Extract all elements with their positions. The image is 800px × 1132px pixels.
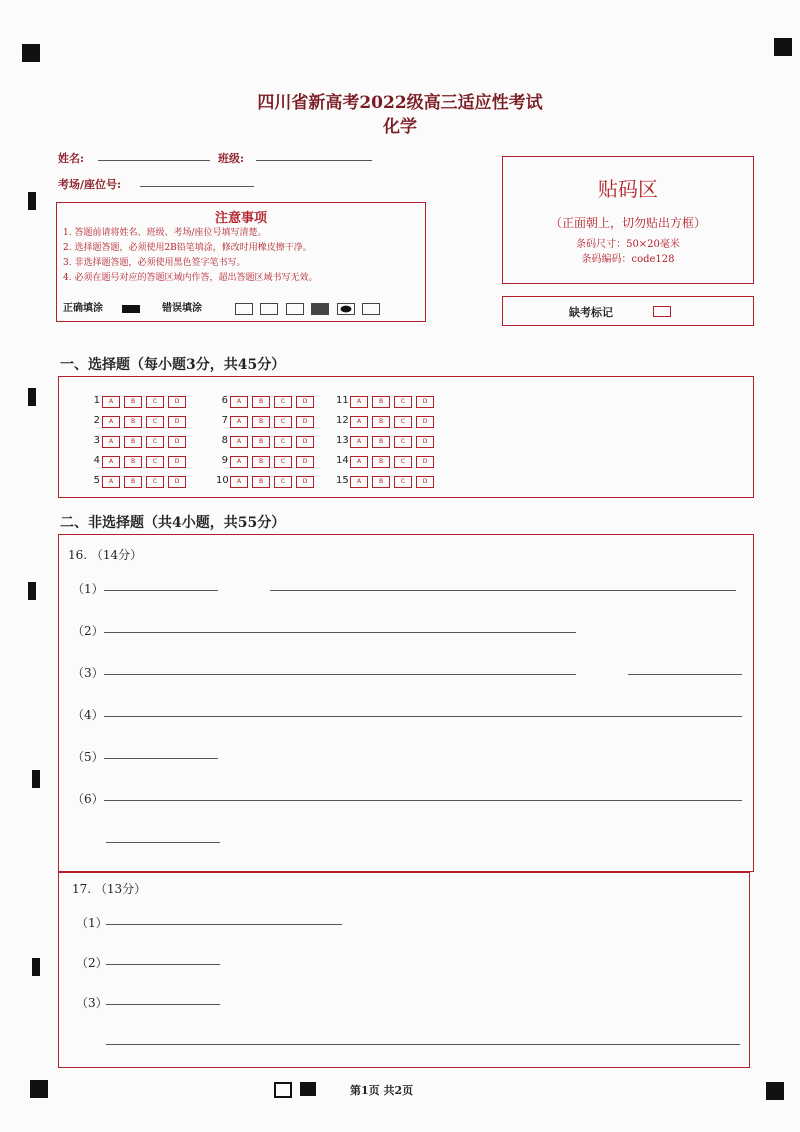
answer-bubble-b[interactable]: B: [372, 436, 390, 448]
choice-question-row: [216, 468, 318, 486]
registration-mark-top-right: [774, 38, 792, 56]
q16-header: 16. （14分）: [68, 548, 143, 562]
answer-bubble-d[interactable]: D: [296, 396, 314, 408]
q16-part-6-answer-b[interactable]: [106, 842, 220, 843]
page-indicator-filled: [300, 1082, 316, 1096]
question-number: 5: [93, 475, 100, 486]
answer-bubble-a[interactable]: A: [230, 476, 248, 488]
correct-fill-label: 正确填涂: [63, 303, 103, 314]
answer-bubble-b[interactable]: B: [252, 416, 270, 428]
question-number: 14: [336, 455, 349, 466]
answer-bubble-c[interactable]: C: [146, 476, 164, 488]
question-number: 10: [216, 475, 229, 486]
q16-part-6-answer-a[interactable]: [104, 800, 742, 801]
answer-bubble-b[interactable]: B: [372, 456, 390, 468]
answer-bubble-d[interactable]: D: [296, 476, 314, 488]
answer-bubble-a[interactable]: A: [350, 476, 368, 488]
answer-bubble-a[interactable]: A: [350, 436, 368, 448]
question-number: 1: [93, 395, 100, 406]
answer-bubble-b[interactable]: B: [124, 476, 142, 488]
answer-bubble-b[interactable]: B: [124, 456, 142, 468]
q17-part-3-answer-a[interactable]: [106, 1004, 220, 1005]
seat-field[interactable]: [140, 186, 254, 187]
question-number: 13: [336, 435, 349, 446]
question-number: 3: [93, 435, 100, 446]
wrong-fill-bar-icon: [311, 303, 329, 315]
question-number: 2: [93, 415, 100, 426]
answer-bubble-d[interactable]: D: [296, 416, 314, 428]
absent-checkbox[interactable]: [653, 306, 671, 317]
page-indicator-empty: [274, 1082, 292, 1098]
answer-bubble-c[interactable]: C: [146, 456, 164, 468]
absent-label: 缺考标记: [569, 306, 613, 319]
timing-mark: [28, 388, 36, 406]
answer-bubble-b[interactable]: B: [124, 436, 142, 448]
choice-question-row: [336, 468, 438, 486]
class-field[interactable]: [256, 160, 372, 161]
answer-bubble-d[interactable]: D: [168, 476, 186, 488]
answer-bubble-c[interactable]: C: [274, 476, 292, 488]
subject-title: 化学: [383, 117, 417, 137]
answer-bubble-c[interactable]: C: [394, 476, 412, 488]
question-number: 11: [336, 395, 349, 406]
answer-bubble-c[interactable]: C: [146, 416, 164, 428]
question-number: 4: [93, 455, 100, 466]
choice-question-row: [336, 388, 438, 406]
q16-part-1-answer-b[interactable]: [270, 590, 736, 591]
q17-part-2-label: （2）: [76, 956, 108, 970]
q17-part-1-label: （1）: [76, 916, 108, 930]
choice-question-row: [88, 408, 190, 426]
answer-bubble-c[interactable]: C: [394, 416, 412, 428]
answer-bubble-d[interactable]: D: [416, 416, 434, 428]
q16-part-4-label: （4）: [72, 708, 104, 722]
correct-fill-example: [122, 305, 140, 313]
q17-header: 17. （13分）: [72, 882, 147, 896]
choice-question-row: [88, 428, 190, 446]
q16-part-1-label: （1）: [72, 582, 104, 596]
wrong-fill-label: 错误填涂: [161, 303, 202, 314]
answer-bubble-d[interactable]: D: [416, 476, 434, 488]
seat-label: 考场/座位号:: [58, 178, 122, 191]
barcode-sample: 条码编码：code128: [581, 254, 675, 265]
q16-part-3-label: （3）: [72, 666, 104, 680]
answer-bubble-c[interactable]: C: [274, 436, 292, 448]
timing-mark: [28, 192, 36, 210]
timing-mark: [28, 582, 36, 600]
answer-bubble-a[interactable]: A: [102, 396, 120, 408]
q16-part-1-answer-a[interactable]: [104, 590, 218, 591]
q16-part-2-label: （2）: [72, 624, 104, 638]
choice-question-row: [216, 428, 318, 446]
choice-question-row: [216, 448, 318, 466]
question-16-box: [58, 534, 754, 872]
section1-title: 一、选择题（每小题3分，共45分）: [60, 357, 286, 373]
answer-bubble-b[interactable]: B: [252, 396, 270, 408]
question-number: 6: [221, 395, 228, 406]
wrong-fill-slash-icon: [362, 303, 380, 315]
answer-bubble-a[interactable]: A: [102, 476, 120, 488]
name-field[interactable]: [98, 160, 210, 161]
question-17-box: [58, 872, 750, 1068]
choice-question-row: [336, 408, 438, 426]
timing-mark: [32, 770, 40, 788]
notice-item: 2. 选择题答题，必须使用2B铅笔填涂，修改时用橡皮擦干净。: [63, 243, 312, 253]
q17-part-1-answer[interactable]: [106, 924, 342, 925]
answer-bubble-a[interactable]: A: [350, 416, 368, 428]
q16-part-3-answer-b[interactable]: [628, 674, 742, 675]
answer-bubble-b[interactable]: B: [124, 416, 142, 428]
answer-bubble-d[interactable]: D: [416, 436, 434, 448]
choice-question-row: [336, 428, 438, 446]
answer-bubble-a[interactable]: A: [230, 436, 248, 448]
answer-bubble-b[interactable]: B: [124, 396, 142, 408]
notice-item: 4. 必须在题号对应的答题区域内作答，超出答题区域书写无效。: [63, 273, 318, 283]
class-label: 班级:: [218, 152, 245, 165]
answer-bubble-c[interactable]: C: [394, 396, 412, 408]
answer-bubble-c[interactable]: C: [274, 396, 292, 408]
choice-question-row: [88, 388, 190, 406]
choice-question-row: [88, 448, 190, 466]
q17-part-3-label: （3）: [76, 996, 108, 1010]
q17-part-2-answer[interactable]: [106, 964, 220, 965]
question-number: 12: [336, 415, 349, 426]
choice-question-row: [216, 388, 318, 406]
answer-bubble-d[interactable]: D: [416, 396, 434, 408]
registration-mark-top-left: [22, 44, 40, 62]
question-number: 7: [221, 415, 228, 426]
answer-bubble-d[interactable]: D: [168, 436, 186, 448]
answer-bubble-a[interactable]: A: [102, 456, 120, 468]
q16-part-5-label: （5）: [72, 750, 104, 764]
notice-item: 1. 答题前请将姓名、班级、考场/座位号填写清楚。: [63, 228, 267, 238]
notice-heading: 注意事项: [214, 211, 267, 226]
question-number: 9: [221, 455, 228, 466]
notice-item: 3. 非选择题答题，必须使用黑色签字笔书写。: [63, 258, 246, 268]
q16-part-3-answer-a[interactable]: [104, 674, 576, 675]
answer-bubble-d[interactable]: D: [416, 456, 434, 468]
answer-bubble-b[interactable]: B: [372, 396, 390, 408]
answer-bubble-d[interactable]: D: [168, 456, 186, 468]
answer-bubble-a[interactable]: A: [102, 436, 120, 448]
answer-bubble-b[interactable]: B: [372, 476, 390, 488]
answer-bubble-c[interactable]: C: [146, 436, 164, 448]
answer-bubble-c[interactable]: C: [274, 456, 292, 468]
q16-part-6-label: （6）: [72, 792, 104, 806]
answer-bubble-c[interactable]: C: [394, 436, 412, 448]
absent-mark-box: [502, 296, 754, 326]
question-number: 15: [336, 475, 349, 486]
barcode-instruction: （正面朝上，切勿贴出方框）: [549, 216, 706, 230]
answer-bubble-d[interactable]: D: [296, 456, 314, 468]
choice-question-row: [88, 468, 190, 486]
answer-bubble-a[interactable]: A: [350, 396, 368, 408]
q16-part-4-answer[interactable]: [104, 716, 742, 717]
answer-bubble-d[interactable]: D: [296, 436, 314, 448]
answer-bubble-b[interactable]: B: [372, 416, 390, 428]
question-number: 8: [221, 435, 228, 446]
answer-bubble-b[interactable]: B: [252, 456, 270, 468]
timing-mark: [32, 958, 40, 976]
registration-mark-bottom-right: [766, 1082, 784, 1100]
wrong-fill-dot-icon: [337, 303, 355, 315]
answer-bubble-c[interactable]: C: [394, 456, 412, 468]
answer-bubble-a[interactable]: A: [230, 396, 248, 408]
answer-bubble-d[interactable]: D: [168, 416, 186, 428]
answer-bubble-b[interactable]: B: [252, 476, 270, 488]
wrong-fill-check-icon: [235, 303, 253, 315]
answer-bubble-c[interactable]: C: [274, 416, 292, 428]
q16-part-5-answer[interactable]: [104, 758, 218, 759]
barcode-size: 条码尺寸：50×20毫米: [576, 239, 680, 250]
q17-part-3-answer-b[interactable]: [106, 1044, 740, 1045]
answer-bubble-a[interactable]: A: [230, 456, 248, 468]
page-footer: 第1页 共2页: [350, 1084, 414, 1097]
q16-part-2-answer[interactable]: [104, 632, 576, 633]
answer-bubble-c[interactable]: C: [146, 396, 164, 408]
notice-box: [56, 202, 426, 322]
answer-bubble-a[interactable]: A: [230, 416, 248, 428]
answer-bubble-a[interactable]: A: [350, 456, 368, 468]
name-label: 姓名:: [58, 152, 85, 165]
answer-bubble-b[interactable]: B: [252, 436, 270, 448]
section2-title: 二、非选择题（共4小题，共55分）: [60, 515, 286, 531]
exam-title: 四川省新高考2022级高三适应性考试: [257, 93, 543, 113]
registration-mark-bottom-left: [30, 1080, 48, 1098]
answer-bubble-d[interactable]: D: [168, 396, 186, 408]
wrong-fill-cross-icon: [260, 303, 278, 315]
answer-bubble-a[interactable]: A: [102, 416, 120, 428]
barcode-title: 贴码区: [598, 177, 658, 201]
wrong-fill-circle-icon: [286, 303, 304, 315]
choice-question-row: [336, 448, 438, 466]
barcode-area: [502, 156, 754, 284]
choice-question-row: [216, 408, 318, 426]
